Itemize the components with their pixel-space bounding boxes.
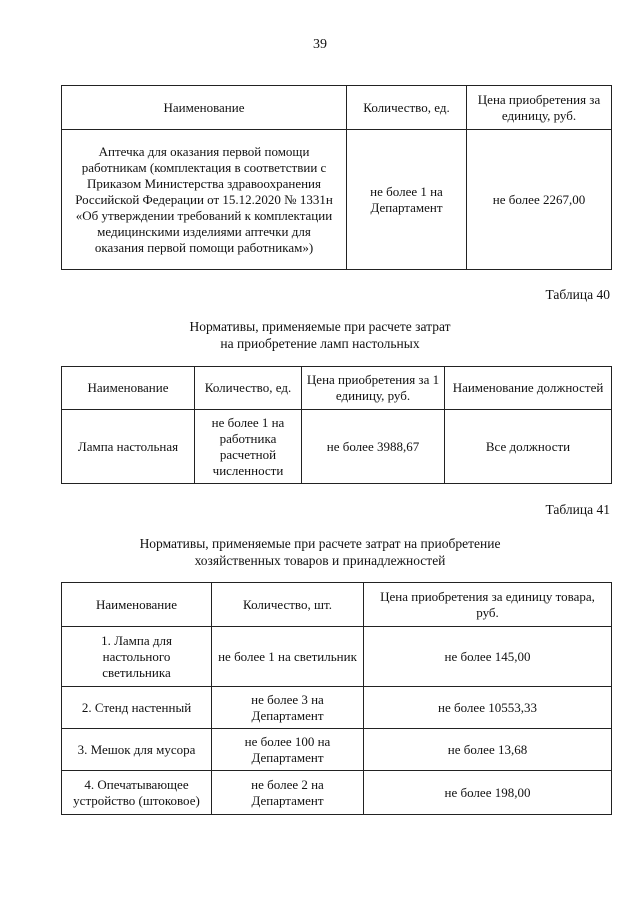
cell-price: не более 10553,33 [364, 687, 612, 729]
header-price: Цена приобретения за 1 единицу, руб. [302, 367, 445, 410]
table-41 [61, 582, 612, 815]
table-first-aid-kit [61, 85, 612, 270]
table-40-title-line2: на приобретение ламп настольных [220, 336, 420, 351]
cell-price: не более 13,68 [364, 729, 612, 771]
table-row [62, 771, 612, 815]
header-positions: Наименование должностей [445, 367, 612, 410]
table-row [62, 729, 612, 771]
cell-quantity: не более 100 на Департамент [212, 729, 364, 771]
table-41-title-line1: Нормативы, применяемые при расчете затрат на приобретение [139, 536, 501, 551]
table-row [62, 130, 612, 270]
table-40 [61, 366, 612, 484]
page-number: 39 [313, 37, 327, 52]
table-row [62, 687, 612, 729]
table-header-row [62, 86, 612, 130]
table-40-title-line1: Нормативы, применяемые при расчете затрат [189, 319, 451, 334]
table-40-label: Таблица 40 [545, 287, 610, 302]
table-header-row [62, 367, 612, 410]
header-quantity: Количество, шт. [212, 583, 364, 627]
cell-price: не более 145,00 [364, 627, 612, 687]
cell-name: Аптечка для оказания первой помощи работникам (комплектация в соответствии с Приказом Министерства здравоохранения Российской Федерации от 15.12.2020 № 1331н «Об утверждении требований к комплектации медицинскими изделиями аптечки для оказания первой помощи работникам») [62, 130, 347, 270]
cell-quantity: не более 1 на Департамент [347, 130, 467, 270]
cell-quantity: не более 3 на Департамент [212, 687, 364, 729]
cell-quantity: не более 2 на Департамент [212, 771, 364, 815]
cell-price: не более 2267,00 [467, 130, 612, 270]
header-quantity: Количество, ед. [195, 367, 302, 410]
table-row [62, 627, 612, 687]
cell-price: не более 198,00 [364, 771, 612, 815]
cell-price: не более 3988,67 [302, 410, 445, 484]
cell-name: Лампа настольная [62, 410, 195, 484]
header-name: Наименование [62, 367, 195, 410]
header-name: Наименование [62, 86, 347, 130]
header-quantity: Количество, ед. [347, 86, 467, 130]
cell-name: 4. Опечатывающее устройство (штоковое) [62, 771, 212, 815]
header-price: Цена приобретения за единицу, руб. [467, 86, 612, 130]
table-41-label: Таблица 41 [545, 502, 610, 517]
cell-name: 1. Лампа для настольного светильника [62, 627, 212, 687]
table-row [62, 410, 612, 484]
table-41-title-line2: хозяйственных товаров и принадлежностей [194, 553, 446, 568]
header-name: Наименование [62, 583, 212, 627]
table-header-row [62, 583, 612, 627]
cell-name: 3. Мешок для мусора [62, 729, 212, 771]
cell-quantity: не более 1 на работника расчетной численности [195, 410, 302, 484]
header-price: Цена приобретения за единицу товара, руб. [364, 583, 612, 627]
cell-name: 2. Стенд настенный [62, 687, 212, 729]
cell-positions: Все должности [445, 410, 612, 484]
cell-quantity: не более 1 на светильник [212, 627, 364, 687]
